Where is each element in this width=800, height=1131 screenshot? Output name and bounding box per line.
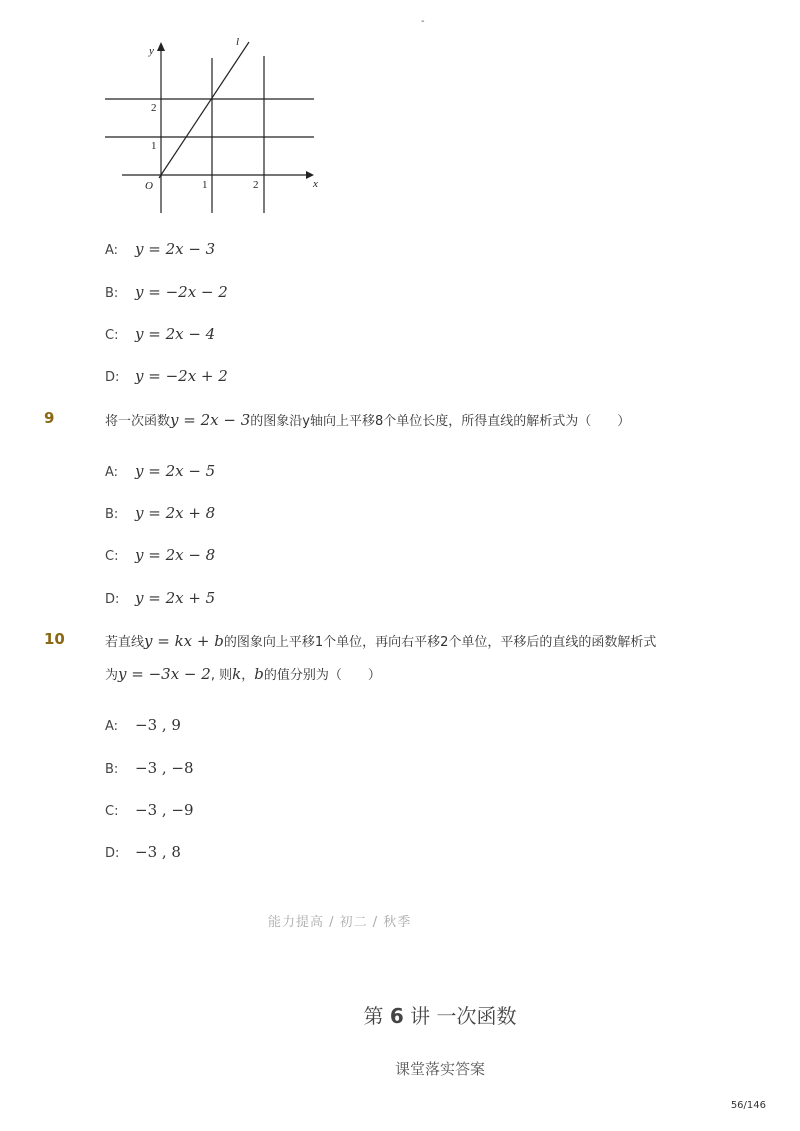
question-10-line-1: 若直线y = kx + b的图象向上平移1个单位，再向右平移2个单位，平移后的直线的函数解析式 [105,632,657,650]
option-formula: y = 2x − 3 [135,240,216,258]
line-l [159,42,249,178]
q10-option-c[interactable] [105,801,194,819]
option-label: B: [105,762,119,777]
option-formula: y = −2x − 2 [135,283,228,301]
option-formula: y = 2x − 4 [135,325,216,343]
option-formula: y = −2x + 2 [135,367,228,385]
origin-label: O [145,180,153,192]
option-label: D: [105,370,120,385]
option-label: C: [105,804,119,819]
option-label: B: [105,286,119,301]
question-number-9: 9 [44,409,55,427]
chapter-title: 第 6 讲 一次函数 [363,1004,517,1028]
q9-formula: y = 2x − 3 [170,411,251,429]
q8-option-d[interactable] [105,367,228,385]
q10-formula-original: y = kx + b [144,632,224,650]
option-label: A: [105,243,119,258]
q10-option-d[interactable] [105,843,181,861]
line-label: l [236,36,240,48]
x-axis-label: x [313,178,318,190]
question-number-10: 10 [44,630,65,648]
option-label: D: [105,846,120,861]
q9-option-d[interactable] [105,589,215,607]
option-formula: y = 2x + 8 [135,504,216,522]
option-value: −3 , 9 [135,716,181,734]
page-mark: - [421,16,425,27]
option-label: A: [105,719,119,734]
option-label: D: [105,592,120,607]
option-formula: y = 2x − 5 [135,462,216,480]
x-tick-1: 1 [202,179,208,191]
coordinate-figure [100,36,322,216]
option-value: −3 , −8 [135,759,194,777]
y-axis-label: y [149,45,154,57]
section-title: 课堂落实答案 [394,1060,485,1078]
y-axis-arrow [157,42,165,51]
q8-option-c[interactable] [105,325,215,343]
q9-option-c[interactable] [105,546,215,564]
option-label: B: [105,507,119,522]
question-10-line-2: 为y = −3x − 2, 则k，b的值分别为（ ） [105,665,381,683]
question-9-text: 将一次函数y = 2x − 3的图象沿y轴向上平移8个单位长度，所得直线的解析式为（ ） [105,411,631,429]
q10-option-b[interactable] [105,759,194,777]
y-tick-2: 2 [151,102,157,114]
option-formula: y = 2x − 8 [135,546,216,564]
q10-formula-shifted: y = −3x − 2 [118,665,211,683]
option-formula: y = 2x + 5 [135,589,216,607]
q8-option-b[interactable] [105,283,228,301]
option-value: −3 , 8 [135,843,181,861]
q8-option-a[interactable] [105,240,215,258]
page-number: 56/146 [730,1100,766,1111]
y-tick-1: 1 [151,140,157,152]
footer-subtitle: 能力提高 / 初二 / 秋季 [268,915,412,930]
q9-option-b[interactable] [105,504,215,522]
option-label: A: [105,465,119,480]
option-label: C: [105,549,119,564]
q9-option-a[interactable] [105,462,215,480]
option-value: −3 , −9 [135,801,194,819]
option-label: C: [105,328,119,343]
q10-option-a[interactable] [105,716,181,734]
x-tick-2: 2 [253,179,259,191]
